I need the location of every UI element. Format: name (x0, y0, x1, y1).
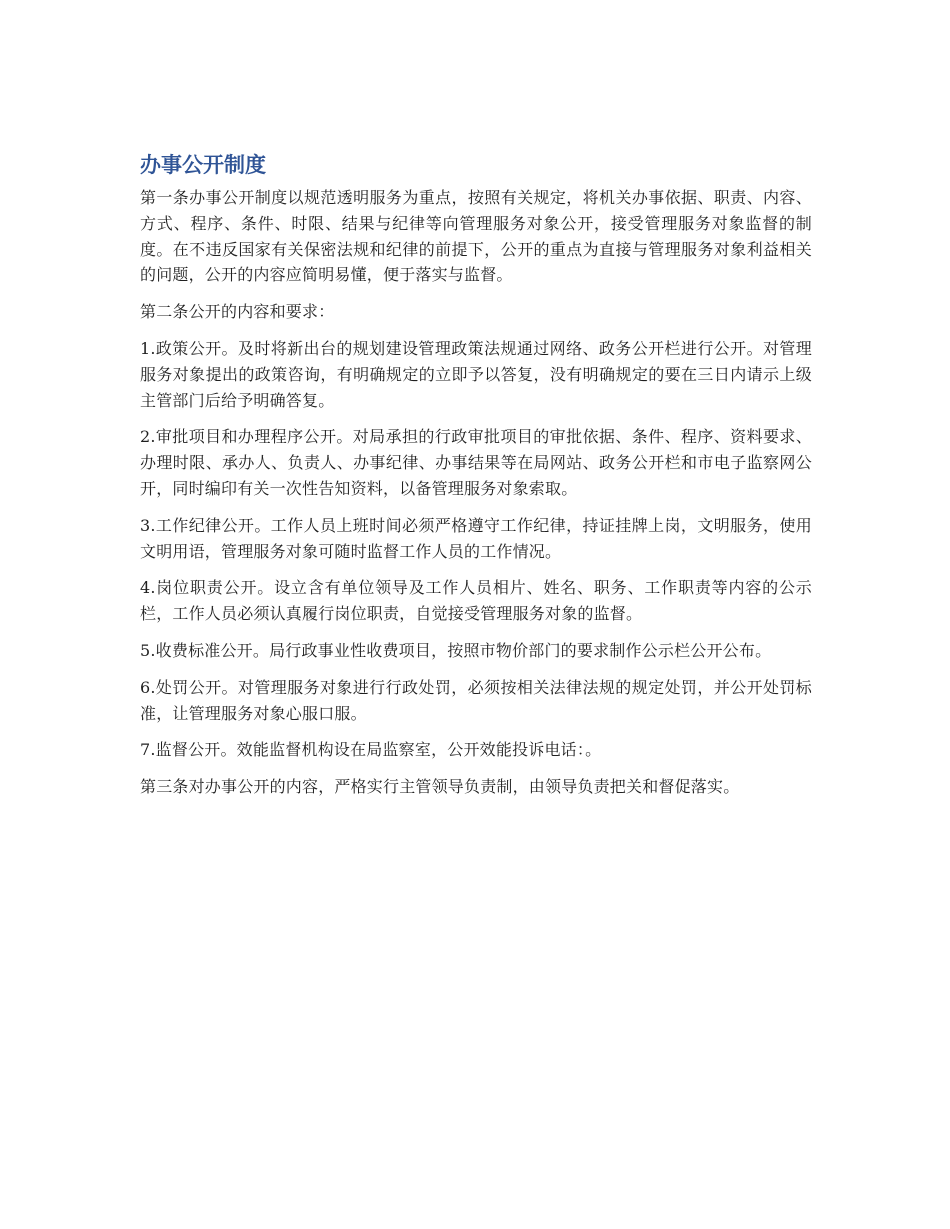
item-1-policy-disclosure: 1.政策公开。及时将新出台的规划建设管理政策法规通过网络、政务公开栏进行公开。对管理服务对象提出的政策咨询，有明确规定的立即予以答复，没有明确规定的要在三日内请示上级主管部门后给予明确答复。 (140, 338, 812, 410)
item-7-supervision-disclosure: 7.监督公开。效能监督机构设在局监察室，公开效能投诉电话：。 (140, 740, 602, 760)
document-title: 办事公开制度 (140, 153, 266, 177)
document-page (140, 150, 812, 811)
item-4-duty-disclosure: 4.岗位职责公开。设立含有单位领导及工作人员相片、姓名、职务、工作职责等内容的公示栏，工作人员必须认真履行岗位职责，自觉接受管理服务对象的监督。 (140, 578, 812, 624)
item-6-penalty-disclosure: 6.处罚公开。对管理服务对象进行行政处罚，必须按相关法律法规的规定处罚，并公开处罚标准，让管理服务对象心服口服。 (140, 677, 812, 723)
item-3-discipline-disclosure: 3.工作纪律公开。工作人员上班时间必须严格遵守工作纪律，持证挂牌上岗，文明服务，使用文明用语，管理服务对象可随时监督工作人员的工作情况。 (140, 515, 812, 561)
item-2-approval-disclosure: 2.审批项目和办理程序公开。对局承担的行政审批项目的审批依据、条件、程序、资料要求、办理时限、承办人、负责人、办事纪律、办事结果等在局网站、政务公开栏和市电子监察网公开，同时编印有关一次性告知资料，以备管理服务对象索取。 (140, 427, 812, 498)
article-1-paragraph: 第一条办事公开制度以规范透明服务为重点，按照有关规定，将机关办事依据、职责、内容、方式、程序、条件、时限、结果与纪律等向管理服务对象公开，接受管理服务对象监督的制度。在不违反国家有关保密法规和纪律的前提下，公开的重点为直接与管理服务对象利益相关的问题，公开的内容应简明易懂，便于落实与监督。 (140, 188, 812, 285)
article-3-paragraph: 第三条对办事公开的内容，严格实行主管领导负责制，由领导负责把关和督促落实。 (140, 777, 740, 797)
article-2-heading: 第二条公开的内容和要求： (140, 302, 335, 322)
item-5-fee-disclosure: 5.收费标准公开。局行政事业性收费项目，按照市物价部门的要求制作公示栏公开公布。 (140, 640, 772, 660)
